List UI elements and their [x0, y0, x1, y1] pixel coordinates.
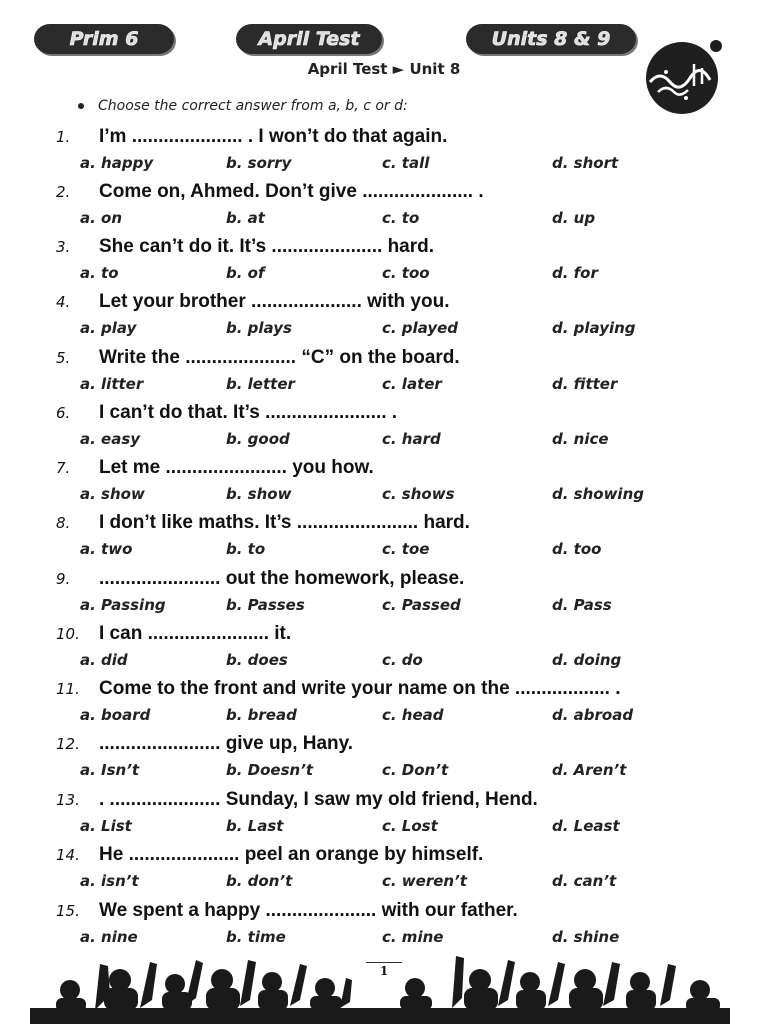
option-a[interactable]: a. happy [80, 154, 154, 172]
option-b[interactable]: b. don’t [226, 872, 293, 890]
option-b[interactable]: b. at [226, 209, 265, 227]
question-number: 12. [56, 735, 80, 753]
question-item [0, 288, 768, 344]
question-item [0, 454, 768, 510]
question-number: 1. [56, 128, 71, 146]
option-d[interactable]: d. short [552, 154, 619, 172]
question-number: 6. [56, 404, 71, 422]
option-b[interactable]: b. good [226, 430, 290, 448]
question-text: Let your brother ..................... with you. [99, 291, 450, 312]
question-item [0, 123, 768, 179]
option-b[interactable]: b. of [226, 264, 265, 282]
option-a[interactable]: a. nine [80, 928, 138, 946]
option-a[interactable]: a. List [80, 817, 132, 835]
question-text: Let me ....................... you how. [99, 457, 374, 478]
question-item [0, 233, 768, 289]
question-number: 11. [56, 680, 80, 698]
page-number: 1 [379, 964, 389, 978]
option-a[interactable]: a. litter [80, 375, 144, 393]
option-d[interactable]: d. for [552, 264, 598, 282]
option-a[interactable]: a. two [80, 540, 133, 558]
question-item [0, 620, 768, 676]
question-item [0, 897, 768, 953]
question-number: 3. [56, 238, 71, 256]
option-b[interactable]: b. bread [226, 706, 297, 724]
option-c[interactable]: c. Passed [382, 596, 461, 614]
question-item [0, 509, 768, 565]
question-number: 9. [56, 570, 71, 588]
page-number-rule [366, 962, 402, 963]
option-c[interactable]: c. tall [382, 154, 430, 172]
option-d[interactable]: d. fitter [552, 375, 618, 393]
question-text: ....................... give up, Hany. [99, 733, 354, 754]
option-a[interactable]: a. to [80, 264, 119, 282]
option-b[interactable]: b. show [226, 485, 292, 503]
bullet-icon [78, 103, 84, 109]
question-item [0, 786, 768, 842]
option-c[interactable]: c. head [382, 706, 444, 724]
question-item [0, 344, 768, 400]
option-b[interactable]: b. to [226, 540, 266, 558]
question-item [0, 399, 768, 455]
option-a[interactable]: a. Passing [80, 596, 166, 614]
option-c[interactable]: c. Don’t [382, 761, 449, 779]
question-item [0, 565, 768, 621]
option-c[interactable]: c. do [382, 651, 423, 669]
test-badge: April Test [236, 24, 382, 54]
grade-badge: Prim 6 [34, 24, 174, 54]
option-c[interactable]: c. to [382, 209, 420, 227]
option-c[interactable]: c. Lost [382, 817, 438, 835]
option-a[interactable]: a. easy [80, 430, 141, 448]
question-item [0, 178, 768, 234]
question-number: 4. [56, 293, 71, 311]
option-d[interactable]: d. Pass [552, 596, 612, 614]
question-text: . ..................... Sunday, I saw my old friend, Hend. [99, 789, 538, 810]
option-b[interactable]: b. time [226, 928, 286, 946]
question-item [0, 841, 768, 897]
option-d[interactable]: d. Aren’t [552, 761, 627, 779]
option-d[interactable]: d. showing [552, 485, 644, 503]
question-text: We spent a happy ..................... with our father. [99, 900, 518, 921]
option-d[interactable]: d. playing [552, 319, 636, 337]
question-text: I don’t like maths. It’s ....................... hard. [99, 512, 470, 533]
question-text: I can’t do that. It’s ....................... . [99, 402, 398, 423]
question-number: 7. [56, 459, 71, 477]
option-d[interactable]: d. too [552, 540, 602, 558]
question-text: She can’t do it. It’s ..................... hard. [99, 236, 435, 257]
option-b[interactable]: b. letter [226, 375, 295, 393]
question-text: I’m ..................... . I won’t do that again. [99, 126, 448, 147]
units-badge: Units 8 & 9 [466, 24, 636, 54]
option-d[interactable]: d. shine [552, 928, 620, 946]
instruction-text: Choose the correct answer from a, b, c or d: [98, 98, 408, 114]
option-d[interactable]: d. nice [552, 430, 609, 448]
option-d[interactable]: d. can’t [552, 872, 617, 890]
option-c[interactable]: c. too [382, 264, 430, 282]
option-a[interactable]: a. play [80, 319, 137, 337]
question-text: Come on, Ahmed. Don’t give ..................... . [99, 181, 484, 202]
option-c[interactable]: c. played [382, 319, 459, 337]
option-a[interactable]: a. on [80, 209, 123, 227]
question-text: Write the ..................... “C” on the board. [99, 347, 460, 368]
option-d[interactable]: d. abroad [552, 706, 634, 724]
option-b[interactable]: b. does [226, 651, 288, 669]
option-c[interactable]: c. later [382, 375, 442, 393]
question-number: 15. [56, 902, 80, 920]
option-b[interactable]: b. Passes [226, 596, 305, 614]
question-number: 2. [56, 183, 71, 201]
question-number: 10. [56, 625, 80, 643]
option-c[interactable]: c. weren’t [382, 872, 467, 890]
option-b[interactable]: b. Doesn’t [226, 761, 314, 779]
option-d[interactable]: d. up [552, 209, 596, 227]
option-c[interactable]: c. toe [382, 540, 430, 558]
option-c[interactable]: c. shows [382, 485, 455, 503]
teacher-logo [636, 38, 728, 118]
option-c[interactable]: c. hard [382, 430, 441, 448]
option-a[interactable]: a. board [80, 706, 151, 724]
question-text: Come to the front and write your name on the .................. . [99, 678, 621, 699]
question-text: ....................... out the homework, please. [99, 568, 465, 589]
option-d[interactable]: d. Least [552, 817, 620, 835]
option-d[interactable]: d. doing [552, 651, 622, 669]
option-c[interactable]: c. mine [382, 928, 444, 946]
question-number: 14. [56, 846, 80, 864]
option-a[interactable]: a. did [80, 651, 128, 669]
instruction [78, 98, 408, 114]
question-text: I can ....................... it. [99, 623, 292, 644]
option-a[interactable]: a. Isn’t [80, 761, 140, 779]
question-number: 13. [56, 791, 80, 809]
question-item [0, 675, 768, 731]
question-number: 5. [56, 349, 71, 367]
question-number: 8. [56, 514, 71, 532]
question-item [0, 730, 768, 786]
option-a[interactable]: a. isn’t [80, 872, 139, 890]
option-b[interactable]: b. plays [226, 319, 292, 337]
option-b[interactable]: b. sorry [226, 154, 292, 172]
option-a[interactable]: a. show [80, 485, 145, 503]
page-subtitle: April Test ► Unit 8 [307, 60, 461, 78]
question-text: He ..................... peel an orange by himself. [99, 844, 484, 865]
option-b[interactable]: b. Last [226, 817, 284, 835]
